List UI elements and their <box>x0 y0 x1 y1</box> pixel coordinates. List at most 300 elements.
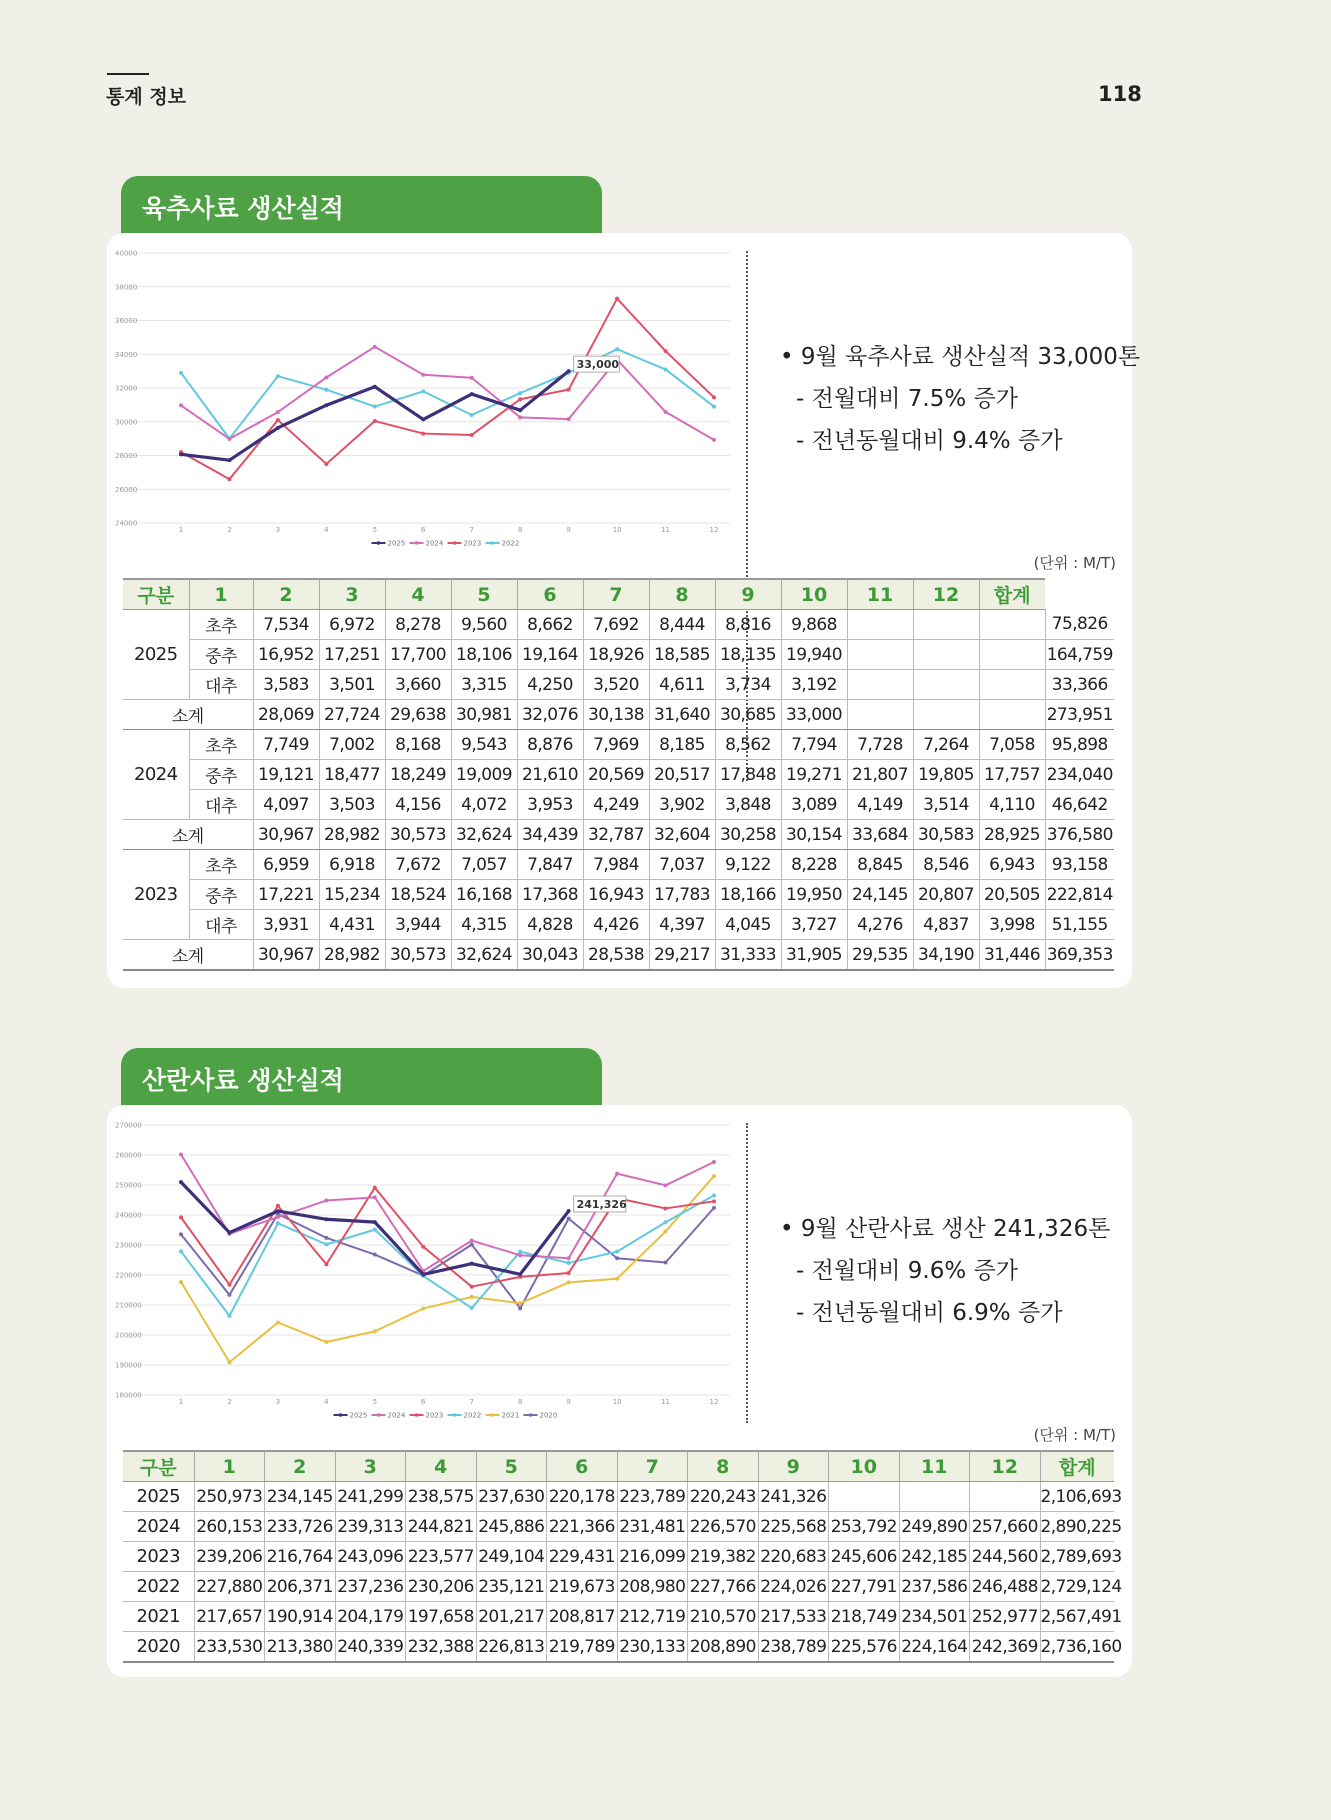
value-cell: 29,638 <box>385 700 451 730</box>
svg-text:241,326: 241,326 <box>576 1198 627 1212</box>
header-col-1: 1 <box>189 579 253 610</box>
data-point-2023 <box>567 388 571 392</box>
header-col-11: 11 <box>847 579 913 610</box>
series-line-2023 <box>181 299 714 480</box>
value-cell: 223,789 <box>617 1482 688 1512</box>
data-point-2025 <box>567 369 571 373</box>
y-tick-label: 34000 <box>115 350 138 359</box>
section2-bullets <box>780 1208 1110 1334</box>
value-cell: 18,477 <box>319 760 385 790</box>
x-tick-label: 8 <box>517 1398 523 1406</box>
value-cell: 17,783 <box>649 880 715 910</box>
data-point-2023 <box>615 297 619 301</box>
value-cell <box>970 1482 1041 1512</box>
value-cell: 30,138 <box>583 700 649 730</box>
value-cell: 208,817 <box>547 1602 618 1632</box>
section1-bullets <box>780 336 1140 462</box>
value-cell: 4,072 <box>451 790 517 820</box>
bullet-mom: - 전월대비 9.6% 증가 <box>796 1258 1018 1284</box>
value-cell: 232,388 <box>406 1632 477 1663</box>
year-cell: 2023 <box>123 1542 194 1572</box>
data-point-2024 <box>179 1153 183 1157</box>
value-cell: 237,586 <box>899 1572 970 1602</box>
data-point-2022 <box>373 405 377 409</box>
value-cell: 4,828 <box>517 910 583 940</box>
y-tick-label: 190000 <box>115 1361 142 1370</box>
value-cell: 7,534 <box>253 610 319 640</box>
data-point-2024 <box>179 403 183 407</box>
header-category: 구분 <box>123 579 189 610</box>
value-cell: 18,524 <box>385 880 451 910</box>
header-col-3: 3 <box>335 1451 406 1482</box>
value-cell: 19,940 <box>781 640 847 670</box>
data-point-2022 <box>179 1249 183 1253</box>
value-cell: 19,271 <box>781 760 847 790</box>
subtotal-row <box>123 700 1114 730</box>
value-cell: 4,250 <box>517 670 583 700</box>
value-cell: 2,789,693 <box>1040 1542 1114 1572</box>
table-row <box>123 640 1114 670</box>
data-point-2023 <box>227 1283 231 1287</box>
x-tick-label: 11 <box>661 1398 671 1406</box>
value-cell: 225,568 <box>758 1512 829 1542</box>
data-point-2022 <box>615 1250 619 1254</box>
value-cell: 223,577 <box>406 1542 477 1572</box>
data-point-2021 <box>421 1307 425 1311</box>
x-tick-label: 6 <box>421 1398 426 1406</box>
header-col-12: 12 <box>913 579 979 610</box>
data-point-2023 <box>276 1204 280 1208</box>
header-col-4: 4 <box>385 579 451 610</box>
header-col-8: 8 <box>688 1451 759 1482</box>
x-tick-label: 3 <box>275 526 281 534</box>
header-col-7: 7 <box>583 579 649 610</box>
table-row <box>123 610 1114 640</box>
table-row <box>123 790 1114 820</box>
value-cell: 33,366 <box>1045 670 1114 700</box>
data-point-2025 <box>518 408 522 412</box>
chart-divider <box>746 1123 748 1423</box>
value-cell <box>979 670 1045 700</box>
value-cell: 253,792 <box>829 1512 900 1542</box>
data-point-2025 <box>421 1272 425 1276</box>
data-point-2021 <box>567 1280 571 1284</box>
data-point-2024 <box>567 1256 571 1260</box>
value-cell: 234,040 <box>1045 760 1114 790</box>
value-cell: 31,905 <box>781 940 847 971</box>
value-cell: 19,950 <box>781 880 847 910</box>
value-cell: 33,684 <box>847 820 913 850</box>
value-cell: 4,611 <box>649 670 715 700</box>
value-cell: 3,727 <box>781 910 847 940</box>
value-cell: 4,249 <box>583 790 649 820</box>
y-tick-label: 250000 <box>115 1181 142 1190</box>
value-cell: 18,135 <box>715 640 781 670</box>
svg-text:2023: 2023 <box>463 539 482 548</box>
data-point-2023 <box>567 1271 571 1275</box>
value-cell: 3,315 <box>451 670 517 700</box>
value-cell: 204,179 <box>335 1602 406 1632</box>
value-cell: 3,734 <box>715 670 781 700</box>
header-col-11: 11 <box>899 1451 970 1482</box>
value-cell: 212,719 <box>617 1602 688 1632</box>
section-header-title: 통계 정보 <box>106 86 187 108</box>
x-tick-label: 7 <box>469 1398 474 1406</box>
value-cell: 28,925 <box>979 820 1045 850</box>
svg-text:2025: 2025 <box>349 1411 368 1420</box>
value-cell: 31,640 <box>649 700 715 730</box>
value-cell: 220,178 <box>547 1482 618 1512</box>
data-point-2023 <box>324 1262 328 1266</box>
data-point-2022 <box>276 1221 280 1225</box>
value-cell: 7,984 <box>583 850 649 880</box>
legend-item-2024 <box>410 540 444 548</box>
value-cell: 21,610 <box>517 760 583 790</box>
data-point-2025 <box>470 392 474 396</box>
value-cell: 15,234 <box>319 880 385 910</box>
x-tick-label: 8 <box>517 526 523 534</box>
value-cell: 273,951 <box>1045 700 1114 730</box>
value-cell: 18,585 <box>649 640 715 670</box>
header-col-5: 5 <box>451 579 517 610</box>
data-point-2021 <box>227 1360 231 1364</box>
value-cell: 4,110 <box>979 790 1045 820</box>
legend-item-2024 <box>372 1412 406 1420</box>
value-cell: 29,535 <box>847 940 913 971</box>
value-cell: 226,570 <box>688 1512 759 1542</box>
value-cell: 4,276 <box>847 910 913 940</box>
value-cell <box>829 1482 900 1512</box>
value-cell: 30,685 <box>715 700 781 730</box>
data-point-2021 <box>470 1295 474 1299</box>
data-point-2021 <box>373 1329 377 1333</box>
value-cell: 17,368 <box>517 880 583 910</box>
value-cell <box>847 700 913 730</box>
section2-tab-title: 산란사료 생산실적 <box>121 1048 602 1107</box>
value-cell: 229,431 <box>547 1542 618 1572</box>
value-cell: 257,660 <box>970 1512 1041 1542</box>
layer-feed-table <box>123 1450 1122 1663</box>
value-cell: 20,569 <box>583 760 649 790</box>
subtotal-label: 소계 <box>123 820 253 850</box>
value-cell: 30,583 <box>913 820 979 850</box>
year-cell: 2020 <box>123 1632 194 1663</box>
y-tick-label: 30000 <box>115 418 138 427</box>
data-point-2022 <box>518 391 522 395</box>
value-cell: 241,326 <box>758 1482 829 1512</box>
value-cell: 220,243 <box>688 1482 759 1512</box>
header-col-9: 9 <box>758 1451 829 1482</box>
table-row <box>123 1542 1114 1572</box>
value-cell: 218,749 <box>829 1602 900 1632</box>
value-cell: 3,520 <box>583 670 649 700</box>
table-header-row <box>123 579 1114 610</box>
header-col-6: 6 <box>547 1451 618 1482</box>
legend-item-2023 <box>448 540 482 548</box>
value-cell: 190,914 <box>265 1602 336 1632</box>
subtotal-label: 소계 <box>123 940 253 971</box>
table-row <box>123 1632 1114 1663</box>
y-tick-label: 270000 <box>115 1121 142 1130</box>
data-point-2025 <box>470 1262 474 1266</box>
value-cell: 31,446 <box>979 940 1045 971</box>
y-tick-label: 200000 <box>115 1331 142 1340</box>
value-cell: 30,967 <box>253 940 319 971</box>
value-cell: 20,807 <box>913 880 979 910</box>
y-tick-label: 180000 <box>115 1391 142 1400</box>
value-cell: 243,096 <box>335 1542 406 1572</box>
data-point-2024 <box>615 1172 619 1176</box>
value-cell: 7,969 <box>583 730 649 760</box>
data-point-2022 <box>179 371 183 375</box>
value-cell: 4,397 <box>649 910 715 940</box>
x-tick-label: 10 <box>612 1398 622 1406</box>
value-cell: 242,185 <box>899 1542 970 1572</box>
value-cell: 17,757 <box>979 760 1045 790</box>
data-point-2025 <box>421 417 425 421</box>
value-cell: 213,380 <box>265 1632 336 1663</box>
data-point-2022 <box>567 1261 571 1265</box>
data-point-2023 <box>421 432 425 436</box>
value-cell: 30,573 <box>385 940 451 971</box>
data-point-2023 <box>664 1206 668 1210</box>
x-tick-label: 9 <box>566 1398 571 1406</box>
data-label-annotation <box>574 1196 627 1212</box>
value-cell: 19,805 <box>913 760 979 790</box>
value-cell: 3,089 <box>781 790 847 820</box>
data-point-2022 <box>470 413 474 417</box>
value-cell: 9,868 <box>781 610 847 640</box>
value-cell: 244,821 <box>406 1512 477 1542</box>
data-point-2022 <box>712 1194 716 1198</box>
data-point-2022 <box>373 1228 377 1232</box>
table-row <box>123 1602 1114 1632</box>
svg-text:2024: 2024 <box>425 539 444 548</box>
section2-card <box>107 1105 1132 1677</box>
value-cell: 4,837 <box>913 910 979 940</box>
value-cell: 95,898 <box>1045 730 1114 760</box>
data-point-2025 <box>179 1180 183 1184</box>
data-point-2020 <box>567 1217 571 1221</box>
value-cell: 2,567,491 <box>1040 1602 1114 1632</box>
data-point-2023 <box>276 418 280 422</box>
value-cell: 217,533 <box>758 1602 829 1632</box>
value-cell: 30,967 <box>253 820 319 850</box>
value-cell: 227,880 <box>194 1572 265 1602</box>
value-cell: 237,630 <box>476 1482 547 1512</box>
value-cell: 7,749 <box>253 730 319 760</box>
data-point-2024 <box>324 375 328 379</box>
bullet-mom: - 전월대비 7.5% 증가 <box>796 386 1018 412</box>
data-point-2020 <box>373 1253 377 1257</box>
value-cell: 8,228 <box>781 850 847 880</box>
value-cell: 225,576 <box>829 1632 900 1663</box>
value-cell: 4,426 <box>583 910 649 940</box>
value-cell: 18,926 <box>583 640 649 670</box>
data-point-2023 <box>470 1285 474 1289</box>
data-point-2022 <box>518 1250 522 1254</box>
legend-item-2020 <box>524 1412 558 1420</box>
value-cell: 27,724 <box>319 700 385 730</box>
value-cell: 2,736,160 <box>1040 1632 1114 1663</box>
header-col-2: 2 <box>253 579 319 610</box>
header-col-8: 8 <box>649 579 715 610</box>
legend-item-2025 <box>372 540 406 548</box>
header-category: 구분 <box>123 1451 194 1482</box>
svg-text:2021: 2021 <box>501 1411 520 1420</box>
category-cell: 대추 <box>189 790 253 820</box>
data-point-2022 <box>615 347 619 351</box>
value-cell: 8,816 <box>715 610 781 640</box>
value-cell: 208,980 <box>617 1572 688 1602</box>
header-col-10: 10 <box>781 579 847 610</box>
value-cell: 8,444 <box>649 610 715 640</box>
table-row <box>123 1572 1114 1602</box>
value-cell: 164,759 <box>1045 640 1114 670</box>
data-point-2020 <box>324 1236 328 1240</box>
value-cell: 6,972 <box>319 610 385 640</box>
header-col-7: 7 <box>617 1451 688 1482</box>
value-cell: 238,575 <box>406 1482 477 1512</box>
data-point-2024 <box>518 415 522 419</box>
x-tick-label: 3 <box>275 1398 281 1406</box>
value-cell: 4,156 <box>385 790 451 820</box>
value-cell: 219,382 <box>688 1542 759 1572</box>
data-point-2023 <box>470 433 474 437</box>
value-cell: 206,371 <box>265 1572 336 1602</box>
data-point-2025 <box>276 1209 280 1213</box>
value-cell: 17,221 <box>253 880 319 910</box>
year-cell: 2021 <box>123 1602 194 1632</box>
table-row <box>123 670 1114 700</box>
value-cell: 249,890 <box>899 1512 970 1542</box>
value-cell: 219,673 <box>547 1572 618 1602</box>
value-cell: 33,000 <box>781 700 847 730</box>
value-cell: 221,366 <box>547 1512 618 1542</box>
category-cell: 초추 <box>189 730 253 760</box>
value-cell <box>899 1482 970 1512</box>
value-cell: 46,642 <box>1045 790 1114 820</box>
value-cell: 30,573 <box>385 820 451 850</box>
data-point-2022 <box>324 388 328 392</box>
value-cell: 30,154 <box>781 820 847 850</box>
data-point-2021 <box>615 1277 619 1281</box>
value-cell: 24,145 <box>847 880 913 910</box>
value-cell: 8,185 <box>649 730 715 760</box>
svg-text:2023: 2023 <box>425 1411 444 1420</box>
value-cell: 222,814 <box>1045 880 1114 910</box>
table-row <box>123 730 1114 760</box>
value-cell: 17,251 <box>319 640 385 670</box>
data-point-2025 <box>373 1220 377 1224</box>
legend-item-2022 <box>486 540 520 548</box>
value-cell: 210,570 <box>688 1602 759 1632</box>
value-cell: 233,726 <box>265 1512 336 1542</box>
data-point-2024 <box>518 1253 522 1257</box>
value-cell: 376,580 <box>1045 820 1114 850</box>
data-point-2020 <box>179 1232 183 1236</box>
value-cell: 3,944 <box>385 910 451 940</box>
data-point-2023 <box>227 477 231 481</box>
year-cell: 2025 <box>123 1482 194 1512</box>
data-point-2023 <box>324 462 328 466</box>
chart-layer-feed <box>107 1105 743 1425</box>
data-point-2023 <box>664 349 668 353</box>
value-cell: 226,813 <box>476 1632 547 1663</box>
value-cell <box>979 700 1045 730</box>
value-cell: 7,057 <box>451 850 517 880</box>
year-cell: 2023 <box>123 850 189 940</box>
data-point-2024 <box>470 376 474 380</box>
value-cell: 239,206 <box>194 1542 265 1572</box>
value-cell: 233,530 <box>194 1632 265 1663</box>
data-point-2021 <box>518 1301 522 1305</box>
value-cell <box>979 640 1045 670</box>
value-cell: 18,166 <box>715 880 781 910</box>
value-cell: 9,122 <box>715 850 781 880</box>
value-cell: 234,501 <box>899 1602 970 1632</box>
data-point-2023 <box>179 1215 183 1219</box>
value-cell: 3,660 <box>385 670 451 700</box>
value-cell: 18,249 <box>385 760 451 790</box>
value-cell <box>847 640 913 670</box>
page-number: 118 <box>1098 82 1142 106</box>
section1-tab-title: 육추사료 생산실적 <box>121 176 602 235</box>
data-point-2025 <box>324 1217 328 1221</box>
value-cell: 32,076 <box>517 700 583 730</box>
svg-text:2025: 2025 <box>387 539 406 548</box>
value-cell: 224,164 <box>899 1632 970 1663</box>
data-point-2021 <box>712 1174 716 1178</box>
value-cell: 19,121 <box>253 760 319 790</box>
header-rule <box>107 73 149 75</box>
value-cell: 2,106,693 <box>1040 1482 1114 1512</box>
legend-item-2023 <box>410 1412 444 1420</box>
bullet-main: • 9월 산란사료 생산 241,326톤 <box>780 1216 1111 1242</box>
x-tick-label: 1 <box>178 1398 184 1406</box>
legend-item-2021 <box>486 1412 520 1420</box>
value-cell: 249,104 <box>476 1542 547 1572</box>
value-cell <box>913 670 979 700</box>
value-cell: 7,794 <box>781 730 847 760</box>
data-point-2023 <box>421 1245 425 1249</box>
value-cell: 32,624 <box>451 820 517 850</box>
value-cell: 246,488 <box>970 1572 1041 1602</box>
header-col-5: 5 <box>476 1451 547 1482</box>
table-row <box>123 1482 1114 1512</box>
y-tick-label: 24000 <box>115 519 138 528</box>
value-cell: 369,353 <box>1045 940 1114 971</box>
value-cell: 237,236 <box>335 1572 406 1602</box>
data-point-2022 <box>664 367 668 371</box>
y-tick-label: 26000 <box>115 485 138 494</box>
data-point-2025 <box>373 385 377 389</box>
value-cell: 28,069 <box>253 700 319 730</box>
value-cell: 28,982 <box>319 820 385 850</box>
value-cell: 208,890 <box>688 1632 759 1663</box>
data-point-2020 <box>664 1261 668 1265</box>
svg-text:33,000: 33,000 <box>576 358 620 372</box>
value-cell: 4,315 <box>451 910 517 940</box>
value-cell: 224,026 <box>758 1572 829 1602</box>
y-tick-label: 32000 <box>115 384 138 393</box>
data-point-2022 <box>470 1306 474 1310</box>
value-cell: 18,106 <box>451 640 517 670</box>
data-point-2023 <box>518 397 522 401</box>
value-cell: 16,168 <box>451 880 517 910</box>
value-cell: 17,848 <box>715 760 781 790</box>
subtotal-row <box>123 940 1114 971</box>
